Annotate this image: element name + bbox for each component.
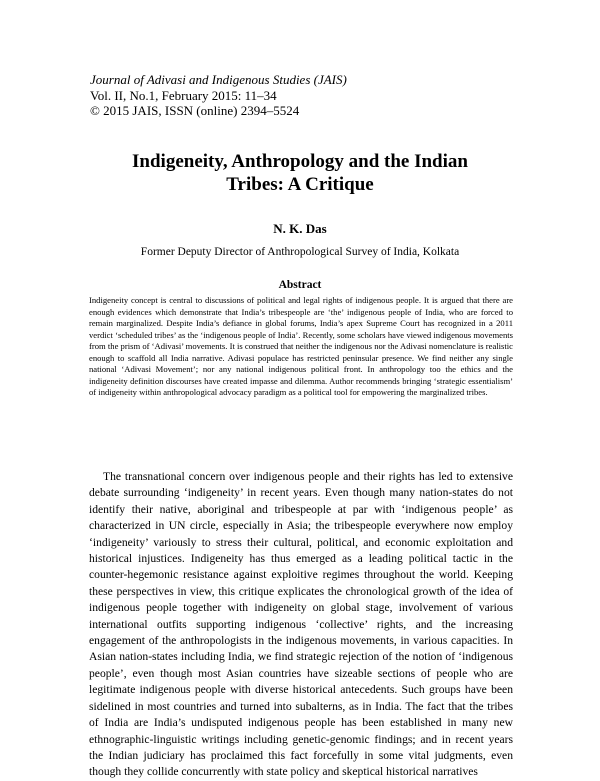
journal-name: Journal of Adivasi and Indigenous Studies (JAIS) [90, 72, 347, 87]
abstract-text: Indigeneity concept is central to discussions of political and legal rights of indigenous people. It is argued that there are enough evidences which demonstrate that India’s tribespeople are ‘the’ indigenous people of India, who are forced to remain marginalized. Despite India’s defiance in global forums, India’s apex Supreme Court has recognized in a 2011 verdict ‘scheduled tribes’ as the ‘indigenous people of India’. Recently, some scholars have viewed indigenous movements from the prism of ‘Adivasi’ movements. It is construed that neither the indigenous nor the Adivasi nomenclature is realistic enough to scaffold all India narrative. Adivasi populace has restricted peninsular presence. We find neither any single national ‘Adivasi Movement’; nor any national indigenous political front. In anthropology too the ethics and the indigeneity definition discourses have created impasse and dilemma. Author recommends bringing ‘strategic essentialism’ of indigeneity within anthropological advocacy paradigm as a political tool for empowering the marginalized tribes. [89, 295, 513, 397]
article-title [80, 150, 520, 196]
body-paragraph: The transnational concern over indigenous people and their rights has led to extensive debate surrounding ‘indigeneity’ in recent years. Even though many nation-states do not identify their native, aboriginal and tribespeople at par with ‘indigenous people’ as characterized in UN circle, especially in Asia; the tribespeople everywhere now employ ‘indigeneity’ variously to stress their cultural, political, and economic exploitation and historical injustices. Indigeneity has thus emerged as a leading political tactic in the counter-hegemonic resistance against exploitive regimes throughout the world. Keeping these perspectives in view, this critique explicates the chronological growth of the idea of indigenous people together with indigeneity on global stage, involvement of various international outfits supporting indigenous ‘collective’ rights, and the increasing engagement of the anthropologists in the indigenous movements, in various capacities. In Asian nation-states including India, we find strategic rejection of the notion of ‘indigenous people’, even though most Asian countries have sizeable sections of people who are legitimate indigenous people with diverse historical antecedents. Such groups have been sidelined in most countries and turned into subalterns, as in India. The fact that the tribes of India are India’s undisputed indigenous people has been established in many new ethnographic-linguistic writings including genetic-genomic findings; and in recent years the Indian judiciary has proclaimed this fact forcefully in some vital judgments, even though they collide concurrently with state policy and skeptical historical narratives [89, 470, 513, 779]
article-title-line2: Tribes: A Critique [226, 174, 374, 195]
author-affiliation: Former Deputy Director of Anthropological Survey of India, Kolkata [140, 246, 460, 258]
abstract-heading: Abstract [278, 279, 322, 291]
journal-copyright: © 2015 JAIS, ISSN (online) 2394–5524 [90, 103, 300, 118]
author-name: N. K. Das [273, 221, 327, 236]
article-title-line1: Indigeneity, Anthropology and the Indian [132, 151, 468, 172]
journal-issue: Vol. II, No.1, February 2015: 11–34 [90, 87, 277, 103]
journal-header [90, 72, 347, 119]
